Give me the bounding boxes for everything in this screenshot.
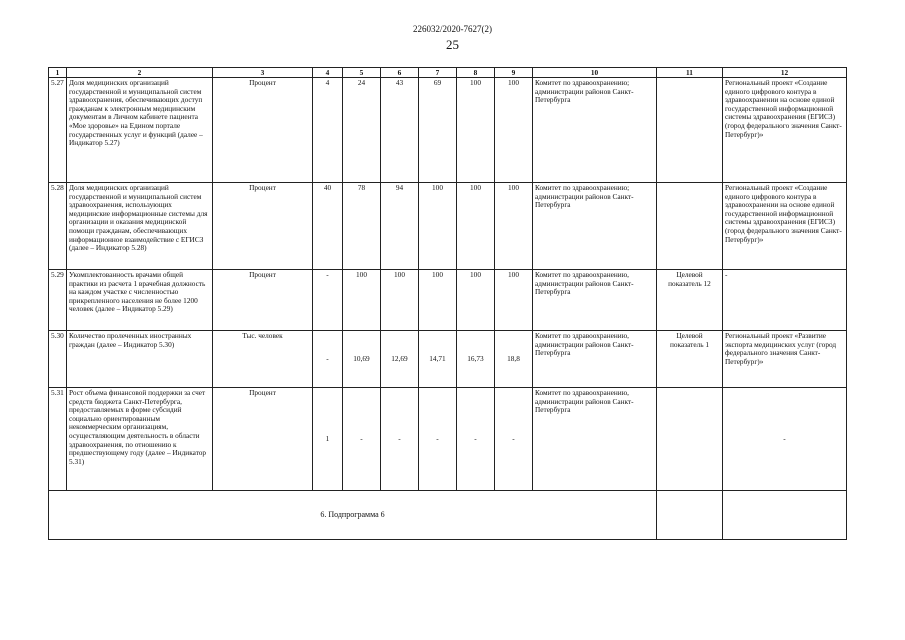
indicator-name: Доля медицинских организаций государственной и муниципальной систем здравоохранения, обеспечивающих доступ гражданам к электронным медицинским документам в Личном кабинете пациента «Мое здоровье» на Едином портале государственных услуг и функций (далее – Индикатор 5.27) — [67, 78, 213, 183]
subprogram-title: 6. Подпрограмма 6 — [49, 491, 657, 540]
column-header: 6 — [381, 68, 419, 78]
column-header: 9 — [495, 68, 533, 78]
value-col-8: 16,73 — [457, 331, 495, 388]
row-id: 5.27 — [49, 78, 67, 183]
value-col-8: 100 — [457, 270, 495, 331]
value-col-6: - — [381, 388, 419, 491]
header-row — [49, 68, 847, 78]
value-col-9: - — [495, 388, 533, 491]
executor: Комитет по здравоохранению, администрации районов Санкт-Петербурга — [533, 270, 657, 331]
unit: Процент — [213, 270, 313, 331]
table-row — [49, 331, 847, 388]
value-col-6: 100 — [381, 270, 419, 331]
indicator-name: Количество пролеченных иностранных граждан (далее – Индикатор 5.30) — [67, 331, 213, 388]
value-col-9: 100 — [495, 270, 533, 331]
unit: Процент — [213, 183, 313, 270]
regional-project: Региональный проект «Создание единого цифрового контура в здравоохранении на основе единой государственной информационной системы здравоохранения (ЕГИСЗ) (город федерального значения Санкт-Петербург)» — [723, 78, 847, 183]
table-row — [49, 183, 847, 270]
unit: Процент — [213, 78, 313, 183]
table-row — [49, 388, 847, 491]
value-col-8: 100 — [457, 78, 495, 183]
regional-project: Региональный проект «Создание единого цифрового контура в здравоохранении на основе единой государственной информационной системы здравоохранения (ЕГИСЗ) (город федерального значения Санкт-Петербург)» — [723, 183, 847, 270]
column-header: 11 — [657, 68, 723, 78]
value-col-8: 100 — [457, 183, 495, 270]
column-header: 1 — [49, 68, 67, 78]
regional-project: Региональный проект «Развитие экспорта медицинских услуг (город федерального значения Санкт-Петербург)» — [723, 331, 847, 388]
indicator-name: Рост объема финансовой поддержки за счет средств бюджета Санкт-Петербурга, предоставляемых в форме субсидий социально ориентированным некоммерческим организациям, осуществляющим деятельность в области здравоохранения, по отношению к предшествующему году (далее – Индикатор 5.31) — [67, 388, 213, 491]
row-id: 5.30 — [49, 331, 67, 388]
value-col-5: 24 — [343, 78, 381, 183]
executor: Комитет по здравоохранению; администрации районов Санкт-Петербурга — [533, 78, 657, 183]
executor: Комитет по здравоохранению, администрации районов Санкт-Петербурга — [533, 388, 657, 491]
table-row — [49, 270, 847, 331]
column-header: 10 — [533, 68, 657, 78]
value-col-7: - — [419, 388, 457, 491]
executor: Комитет по здравоохранению, администрации районов Санкт-Петербурга — [533, 331, 657, 388]
value-col-4: 40 — [313, 183, 343, 270]
document-number: 226032/2020-7627(2) — [413, 24, 492, 34]
empty-cell — [657, 491, 723, 540]
value-col-4: 4 — [313, 78, 343, 183]
value-col-4: - — [313, 270, 343, 331]
column-header: 12 — [723, 68, 847, 78]
value-col-7: 14,71 — [419, 331, 457, 388]
column-header: 2 — [67, 68, 213, 78]
column-header: 8 — [457, 68, 495, 78]
column-header: 5 — [343, 68, 381, 78]
indicator-name: Доля медицинских организаций государственной и муниципальной систем здравоохранения, использующих медицинские информационные системы для организации и оказания медицинской помощи гражданам, обеспечивающих информационное взаимодействие с ЕГИСЗ (далее – Индикатор 5.28) — [67, 183, 213, 270]
target-indicator: Целевой показатель 1 — [657, 331, 723, 388]
column-header: 4 — [313, 68, 343, 78]
unit: Тыс. человек — [213, 331, 313, 388]
value-col-9: 100 — [495, 183, 533, 270]
value-col-5: 100 — [343, 270, 381, 331]
indicators-table — [48, 67, 847, 540]
value-col-9: 100 — [495, 78, 533, 183]
unit: Процент — [213, 388, 313, 491]
value-col-5: - — [343, 388, 381, 491]
indicator-name: Укомплектованность врачами общей практики из расчета 1 врачебная должность на каждом участке с численностью прикрепленного населения не более 1200 человек (далее – Индикатор 5.29) — [67, 270, 213, 331]
regional-project: - — [723, 388, 847, 491]
value-col-6: 12,69 — [381, 331, 419, 388]
table-row — [49, 78, 847, 183]
executor: Комитет по здравоохранению; администрации районов Санкт-Петербурга — [533, 183, 657, 270]
value-col-7: 69 — [419, 78, 457, 183]
target-indicator: Целевой показатель 12 — [657, 270, 723, 331]
value-col-6: 43 — [381, 78, 419, 183]
target-indicator — [657, 183, 723, 270]
target-indicator — [657, 78, 723, 183]
regional-project: - — [723, 270, 847, 331]
value-col-9: 18,8 — [495, 331, 533, 388]
row-id: 5.31 — [49, 388, 67, 491]
value-col-4: 1 — [313, 388, 343, 491]
value-col-4: - — [313, 331, 343, 388]
subprogram-row — [49, 491, 847, 540]
value-col-5: 10,69 — [343, 331, 381, 388]
value-col-6: 94 — [381, 183, 419, 270]
column-header: 3 — [213, 68, 313, 78]
column-header: 7 — [419, 68, 457, 78]
empty-cell — [723, 491, 847, 540]
value-col-7: 100 — [419, 183, 457, 270]
row-id: 5.28 — [49, 183, 67, 270]
value-col-8: - — [457, 388, 495, 491]
page-number: 25 — [446, 37, 459, 52]
value-col-5: 78 — [343, 183, 381, 270]
value-col-7: 100 — [419, 270, 457, 331]
target-indicator — [657, 388, 723, 491]
row-id: 5.29 — [49, 270, 67, 331]
